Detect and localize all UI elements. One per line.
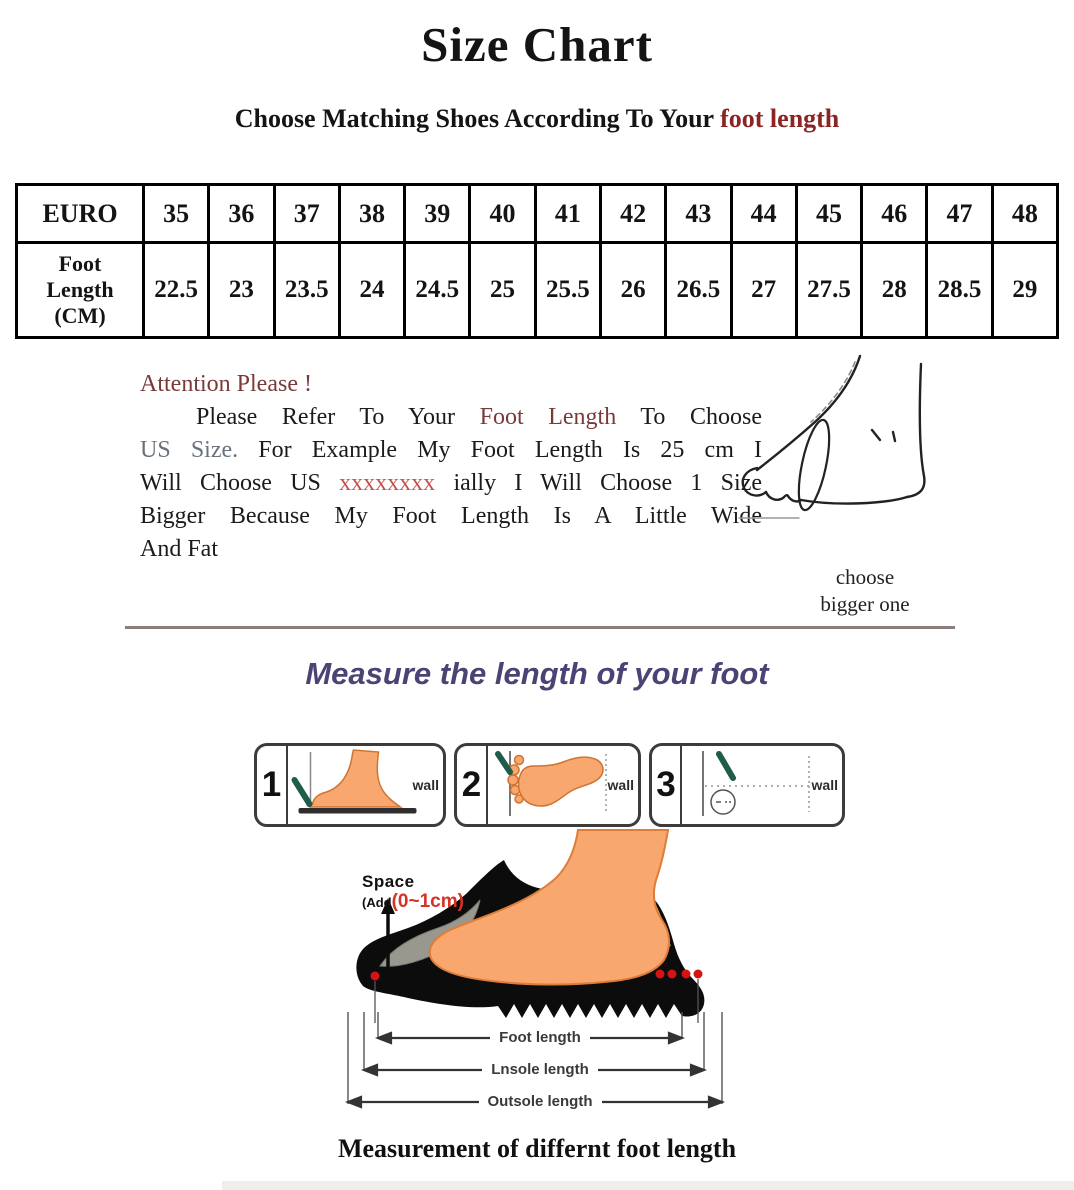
length-cell: 28.5 xyxy=(927,243,992,338)
size-cell: 47 xyxy=(927,185,992,243)
section-divider xyxy=(125,626,955,629)
measure-steps xyxy=(254,743,845,827)
attention-line-6: And Fat xyxy=(140,536,218,562)
attention-line-5: Bigger Because My Foot Length Is A Little Wide xyxy=(140,503,762,529)
page-title: Size Chart xyxy=(421,17,653,72)
space-label-text: Space xyxy=(362,872,415,891)
size-cell: 36 xyxy=(209,185,274,243)
length-cell: 29 xyxy=(992,243,1057,338)
euro-row xyxy=(17,185,1058,243)
attention-heading: Attention Please ! xyxy=(140,371,312,397)
foot-length-highlight: Foot Length xyxy=(479,404,617,430)
dimension-boundary-lines xyxy=(348,1012,722,1104)
step-number: 1 xyxy=(257,746,288,824)
measurement-caption: Measurement of differnt foot length xyxy=(337,1134,737,1163)
measure-step-3 xyxy=(649,743,845,827)
step-number: 2 xyxy=(457,746,488,824)
choose-bigger-caption: choose bigger one xyxy=(820,565,910,616)
foot-length-row xyxy=(17,243,1058,338)
space-annotation: Space (Add(0~1cm) xyxy=(362,872,464,912)
measure-step-1 xyxy=(254,743,446,827)
length-cell: 26 xyxy=(600,243,665,338)
size-cell: 38 xyxy=(339,185,404,243)
shoe-cross-section-illustration xyxy=(352,828,732,1023)
attention-paragraph xyxy=(140,368,762,566)
wall-label: wall xyxy=(607,777,634,793)
wall-label: wall xyxy=(412,777,439,793)
size-cell: 42 xyxy=(600,185,665,243)
step-number: 3 xyxy=(652,746,682,824)
length-cell: 22.5 xyxy=(144,243,209,338)
size-cell: 39 xyxy=(405,185,470,243)
attention-line-4: Will Choose US xxxxxxxx ially I Will Choose 1 Size xyxy=(140,470,762,496)
size-cell: 48 xyxy=(992,185,1057,243)
step-1-illustration xyxy=(288,746,443,824)
attention-line-2: Please Refer To Your Foot Length To Choose xyxy=(196,404,762,430)
outsole-length-label: Outsole length xyxy=(330,1093,750,1110)
size-cell: 40 xyxy=(470,185,535,243)
size-cell: 41 xyxy=(535,185,600,243)
insole-length-label: Lnsole length xyxy=(330,1061,750,1078)
size-cell: 45 xyxy=(796,185,861,243)
length-cell: 27 xyxy=(731,243,796,338)
length-cell: 25 xyxy=(470,243,535,338)
length-cell: 24 xyxy=(339,243,404,338)
length-cell: 28 xyxy=(862,243,927,338)
size-cell: 43 xyxy=(666,185,731,243)
measure-step-2 xyxy=(454,743,641,827)
size-table xyxy=(15,183,1059,339)
foot-measure-sketch xyxy=(735,350,940,535)
length-cell: 26.5 xyxy=(666,243,731,338)
subtitle xyxy=(0,104,1074,134)
size-cell: 46 xyxy=(862,185,927,243)
length-cell: 23.5 xyxy=(274,243,339,338)
length-cell: 25.5 xyxy=(535,243,600,338)
size-cell: 37 xyxy=(274,185,339,243)
subtitle-highlight: foot length xyxy=(720,104,840,133)
foot-length-label: Foot length xyxy=(330,1029,750,1046)
step-3-illustration xyxy=(682,746,842,824)
size-cell: 35 xyxy=(144,185,209,243)
foot-length-row-label: Foot Length (CM) xyxy=(17,243,144,338)
subtitle-prefix: Choose Matching Shoes According To Your xyxy=(234,104,721,133)
size-cell: 44 xyxy=(731,185,796,243)
us-size-text: US Size. xyxy=(140,437,239,463)
attention-line-3: US Size. For Example My Foot Length Is 25 cm I xyxy=(140,437,762,463)
measuring-tape-icon xyxy=(711,790,735,814)
measure-heading: Measure the length of your foot xyxy=(305,656,769,691)
redacted-x-text: xxxxxxxx xyxy=(339,470,436,496)
next-image-edge xyxy=(222,1181,1074,1190)
pencil-icon xyxy=(498,754,510,772)
euro-row-label: EURO xyxy=(17,185,144,243)
wall-label: wall xyxy=(811,777,838,793)
length-cell: 27.5 xyxy=(796,243,861,338)
space-add-value: (0~1cm) xyxy=(391,891,464,912)
pencil-icon xyxy=(295,780,310,804)
step-2-illustration xyxy=(488,746,638,824)
pencil-icon xyxy=(719,754,733,778)
length-cell: 23 xyxy=(209,243,274,338)
length-cell: 24.5 xyxy=(405,243,470,338)
